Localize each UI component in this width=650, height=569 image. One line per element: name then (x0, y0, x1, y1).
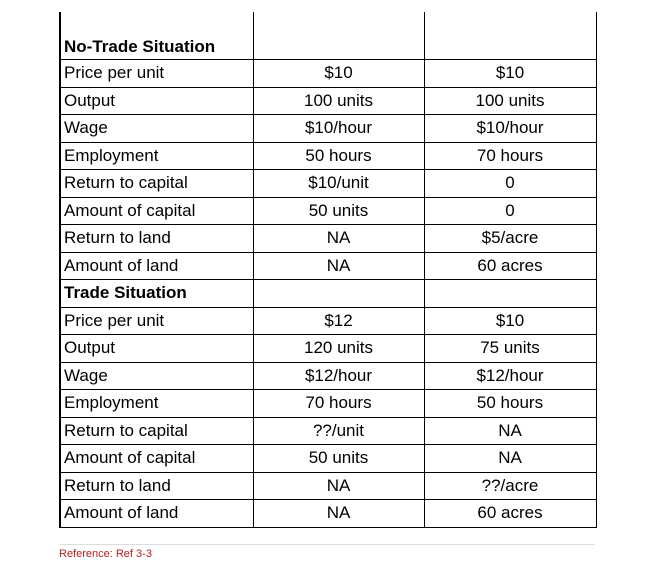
table-row (60, 252, 596, 280)
value-col-1: $10/hour (253, 115, 424, 143)
value-col-2: $12/hour (424, 362, 596, 390)
row-label: Return to land (60, 472, 253, 500)
row-label: Wage (60, 362, 253, 390)
empty-cell (424, 280, 596, 308)
value-col-2: 70 hours (424, 142, 596, 170)
value-col-1: 50 units (253, 445, 424, 473)
value-col-1: 50 hours (253, 142, 424, 170)
table-row (60, 87, 596, 115)
value-col-1: $12/hour (253, 362, 424, 390)
row-label: Amount of capital (60, 197, 253, 225)
economics-table (59, 12, 597, 528)
table-row (60, 307, 596, 335)
data-table-container (59, 12, 595, 528)
value-col-1: 50 units (253, 197, 424, 225)
row-label: Price per unit (60, 60, 253, 88)
table-row (60, 170, 596, 198)
row-label: Employment (60, 390, 253, 418)
value-col-1: NA (253, 225, 424, 253)
reference-note: Reference: Ref 3-3 (59, 548, 152, 560)
row-label: Return to land (60, 225, 253, 253)
row-label: Price per unit (60, 307, 253, 335)
value-col-1: NA (253, 252, 424, 280)
row-label: Amount of land (60, 500, 253, 528)
value-col-1: $12 (253, 307, 424, 335)
row-label: Return to capital (60, 417, 253, 445)
table-row (60, 362, 596, 390)
table-row (60, 500, 596, 528)
table-row (60, 390, 596, 418)
trade-heading-row (60, 280, 596, 308)
row-label: Output (60, 335, 253, 363)
value-col-1: 100 units (253, 87, 424, 115)
value-col-2: 60 acres (424, 252, 596, 280)
value-col-1: ??/unit (253, 417, 424, 445)
table-row (60, 142, 596, 170)
table-row (60, 335, 596, 363)
value-col-2: 60 acres (424, 500, 596, 528)
value-col-1: 70 hours (253, 390, 424, 418)
table-row (60, 225, 596, 253)
value-col-1: NA (253, 472, 424, 500)
value-col-2: 0 (424, 197, 596, 225)
empty-cell (253, 12, 424, 60)
row-label: Output (60, 87, 253, 115)
value-col-1: $10 (253, 60, 424, 88)
value-col-1: 120 units (253, 335, 424, 363)
value-col-1: NA (253, 500, 424, 528)
value-col-2: ??/acre (424, 472, 596, 500)
value-col-1: $10/unit (253, 170, 424, 198)
empty-cell (424, 12, 596, 60)
row-label: Amount of land (60, 252, 253, 280)
value-col-2: 100 units (424, 87, 596, 115)
value-col-2: 0 (424, 170, 596, 198)
value-col-2: $10 (424, 60, 596, 88)
empty-cell (253, 280, 424, 308)
table-row (60, 115, 596, 143)
table-row (60, 197, 596, 225)
row-label: Amount of capital (60, 445, 253, 473)
table-row (60, 445, 596, 473)
value-col-2: $10 (424, 307, 596, 335)
value-col-2: 75 units (424, 335, 596, 363)
no-trade-heading: No-Trade Situation (60, 12, 253, 60)
table-row (60, 417, 596, 445)
row-label: Employment (60, 142, 253, 170)
no-trade-heading-row (60, 12, 596, 60)
row-label: Return to capital (60, 170, 253, 198)
table-row (60, 472, 596, 500)
value-col-2: NA (424, 417, 596, 445)
value-col-2: $10/hour (424, 115, 596, 143)
value-col-2: $5/acre (424, 225, 596, 253)
table-row (60, 60, 596, 88)
value-col-2: NA (424, 445, 596, 473)
row-label: Wage (60, 115, 253, 143)
value-col-2: 50 hours (424, 390, 596, 418)
reference-divider (59, 544, 595, 545)
trade-heading: Trade Situation (60, 280, 253, 308)
